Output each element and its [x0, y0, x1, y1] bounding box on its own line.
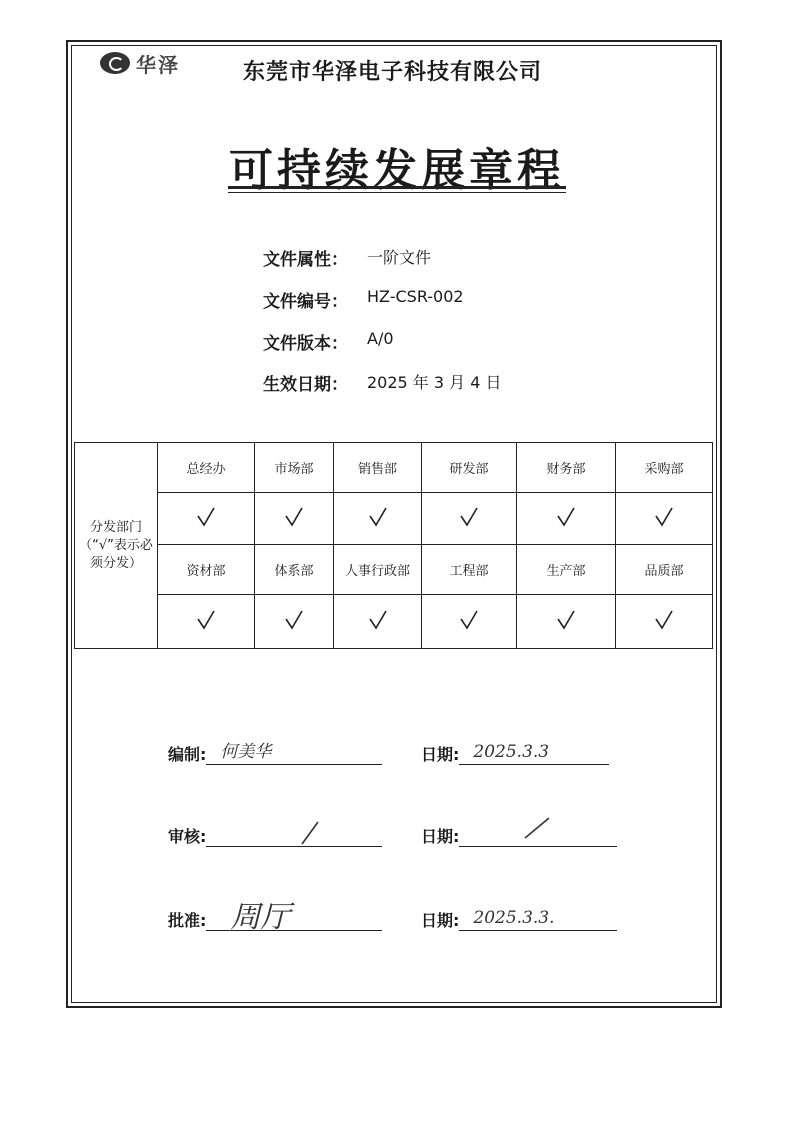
distribution-table: [74, 442, 713, 649]
check-cell: [616, 595, 713, 649]
meta-value: 一阶文件: [367, 248, 432, 267]
dept-cell: 总经办: [158, 443, 255, 493]
dept-cell: 销售部: [334, 443, 422, 493]
title-underline-thin: [228, 192, 566, 193]
prepared-signature: 何美华: [220, 742, 272, 762]
checkmark-icon: [654, 506, 674, 528]
check-cell: [158, 493, 255, 545]
approved-date: 2025.3.3.: [473, 908, 555, 928]
reviewed-date-line: [459, 820, 617, 847]
checkmark-icon: [368, 609, 388, 631]
meta-value: HZ-CSR-002: [367, 287, 464, 306]
reviewed-row: [168, 820, 382, 847]
reviewed-signature-line: [206, 820, 382, 847]
check-cell: [517, 595, 616, 649]
check-cell: [334, 493, 422, 545]
meta-row-effective-date: [263, 370, 502, 395]
date-label: 日期:: [421, 827, 460, 846]
checkmark-icon: [196, 609, 216, 631]
reviewed-date-row: [421, 820, 617, 847]
checkmark-icon: [196, 506, 216, 528]
prepared-date: 2025.3.3: [473, 742, 550, 762]
reviewed-date-slash-mark: [459, 814, 617, 840]
approved-label: 批准:: [168, 911, 207, 930]
approved-signature-line: [206, 900, 382, 935]
dept-cell: 生产部: [517, 545, 616, 595]
dept-cell: 工程部: [422, 545, 517, 595]
dept-cell: 资材部: [158, 545, 255, 595]
dept-cell: 财务部: [517, 443, 616, 493]
prepared-date-row: [421, 738, 609, 765]
checkmark-icon: [284, 609, 304, 631]
check-cell: [158, 595, 255, 649]
company-logo: [100, 50, 180, 76]
check-cell: [422, 595, 517, 649]
meta-label: 文件属性：: [263, 250, 348, 270]
prepared-date-line: [459, 738, 609, 765]
approved-date-row: [421, 904, 617, 931]
check-cell: [616, 493, 713, 545]
checkmark-icon: [556, 609, 576, 631]
checkmark-icon: [654, 609, 674, 631]
meta-value: A/0: [367, 329, 394, 348]
meta-row-version: [263, 329, 394, 354]
meta-row-attribute: [263, 245, 431, 270]
checkmark-icon: [459, 609, 479, 631]
dept-cell: 体系部: [255, 545, 334, 595]
logo-text: 华泽: [136, 52, 180, 77]
date-label: 日期:: [421, 911, 460, 930]
meta-value: 2025 年 3 月 4 日: [367, 373, 502, 392]
meta-label: 文件版本：: [263, 334, 348, 354]
approved-date-line: [459, 904, 617, 931]
meta-label: 生效日期：: [263, 375, 348, 395]
dept-cell: 人事行政部: [334, 545, 422, 595]
check-cell: [255, 493, 334, 545]
check-cell: [255, 595, 334, 649]
meta-label: 文件编号：: [263, 292, 348, 312]
checkmark-icon: [556, 506, 576, 528]
reviewed-slash-mark: [206, 820, 382, 846]
dept-cell: 研发部: [422, 443, 517, 493]
checkmark-icon: [459, 506, 479, 528]
checkmark-icon: [368, 506, 388, 528]
check-cell: [334, 595, 422, 649]
logo-mark-icon: [100, 52, 130, 74]
check-cell: [517, 493, 616, 545]
prepared-label: 编制:: [168, 745, 207, 764]
document-title: 可持续发展章程: [229, 145, 565, 196]
checkmark-icon: [284, 506, 304, 528]
approved-signature: 周厅: [230, 900, 291, 935]
prepared-row: [168, 738, 382, 765]
dept-cell: 市场部: [255, 443, 334, 493]
prepared-signature-line: [206, 738, 382, 765]
dept-cell: 采购部: [616, 443, 713, 493]
dept-cell: 品质部: [616, 545, 713, 595]
check-cell: [422, 493, 517, 545]
title-underline: [228, 186, 566, 189]
date-label: 日期:: [421, 745, 460, 764]
approved-row: [168, 900, 382, 935]
distribution-lead-label: 分发部门（“√”表示必须分发）: [75, 443, 158, 649]
meta-row-number: [263, 287, 464, 312]
reviewed-label: 审核:: [168, 827, 207, 846]
company-name: 东莞市华泽电子科技有限公司: [243, 60, 543, 85]
